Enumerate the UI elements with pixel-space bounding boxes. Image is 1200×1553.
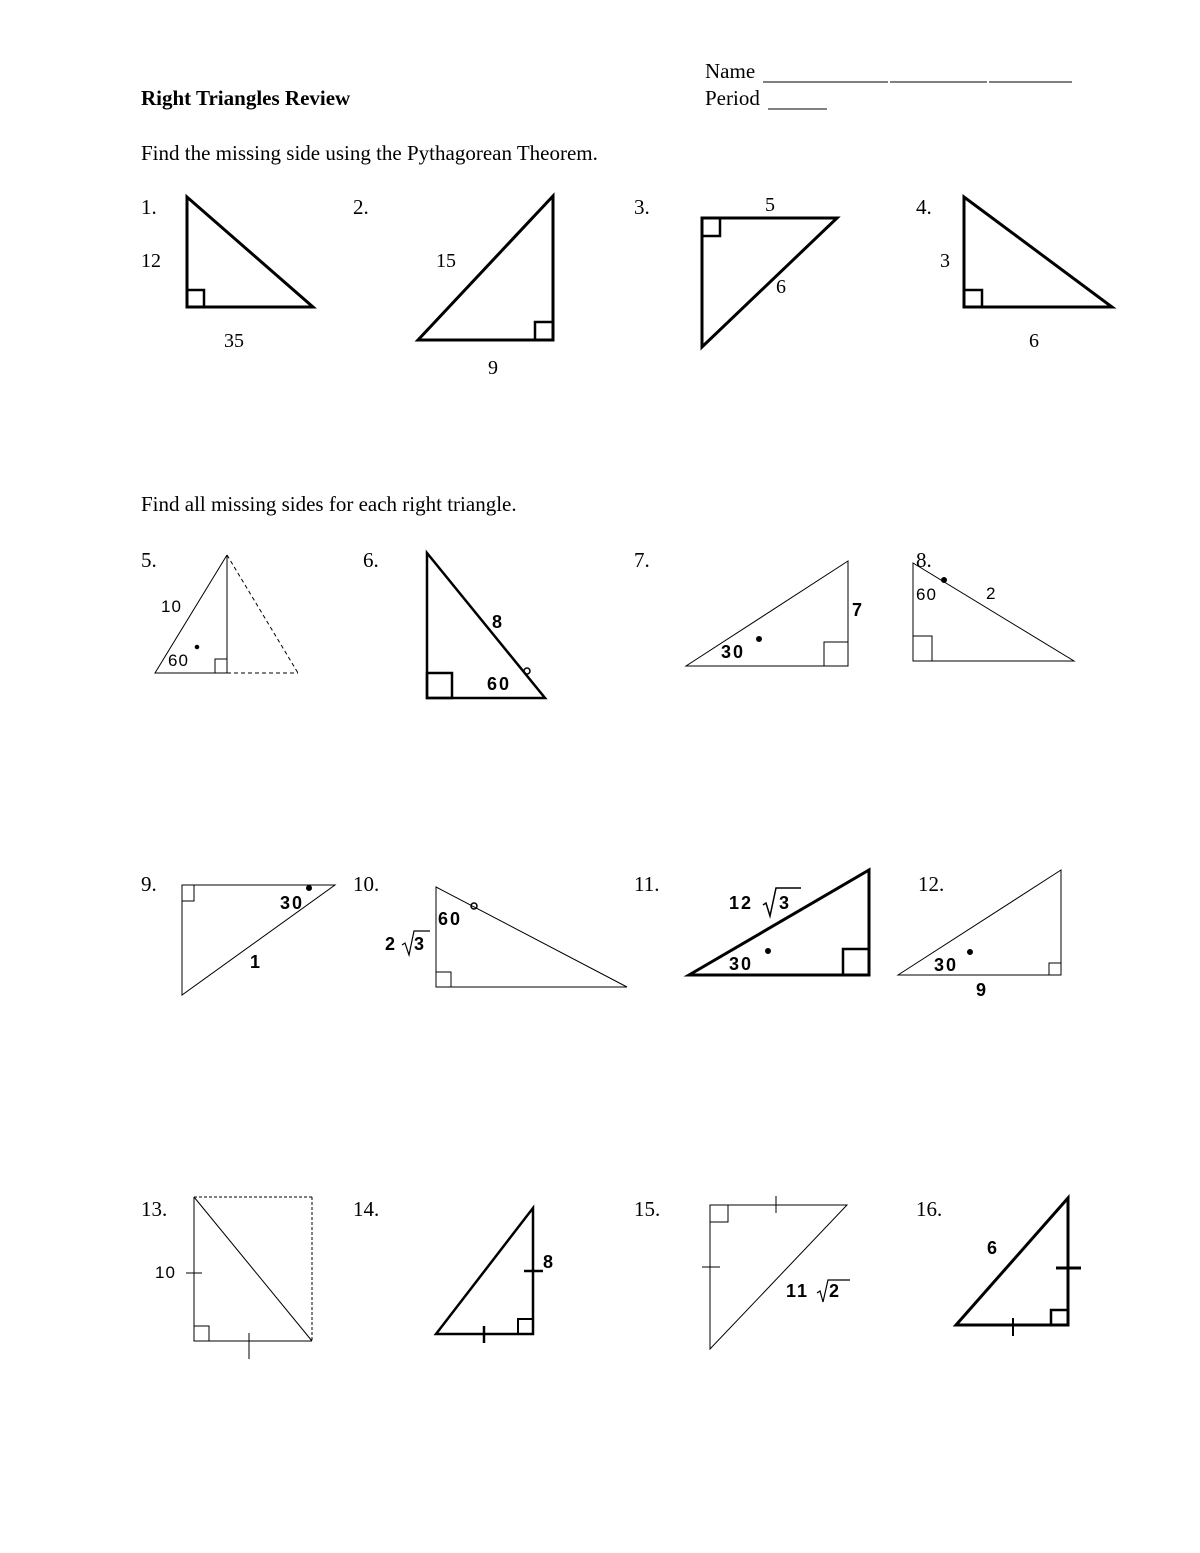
problem-11-label-radicand: 3 (779, 893, 792, 913)
triangle-1 (187, 197, 313, 307)
problem-15-number: 15. (634, 1197, 661, 1221)
problem-4-label-leg: 3 (940, 250, 950, 272)
problem-1-label-leg: 12 (141, 250, 161, 272)
problem-9-number: 9. (141, 872, 157, 896)
problem-1-number: 1. (141, 195, 157, 219)
problem-8-label-angle: 60 (916, 585, 937, 604)
problem-12-label-angle: 30 (934, 955, 959, 975)
problem-15-label-coef: 11 (786, 1281, 810, 1301)
problem-6-label-hyp: 8 (492, 612, 505, 632)
problem-2-label-hyp: 15 (436, 250, 456, 272)
problem-16-label-hyp: 6 (987, 1238, 1000, 1258)
triangle-4 (964, 197, 1112, 307)
problem-5-label-angle: 60 (168, 651, 189, 670)
problem-8-label-hyp: 2 (986, 584, 997, 603)
triangle-14 (436, 1208, 543, 1343)
triangle-16 (956, 1198, 1081, 1336)
problem-2-number: 2. (353, 195, 369, 219)
problem-4-number: 4. (916, 195, 932, 219)
section2-instruction: Find all missing sides for each right triangle. (141, 492, 517, 516)
problem-1-label-base: 35 (224, 330, 244, 352)
problem-16-number: 16. (916, 1197, 943, 1221)
triangle-15 (702, 1196, 850, 1349)
triangle-10 (402, 887, 627, 987)
page-title: Right Triangles Review (141, 86, 351, 110)
problem-7-number: 7. (634, 548, 650, 572)
problem-14-number: 14. (353, 1197, 380, 1221)
problem-10-label-angle: 60 (438, 909, 463, 929)
problem-6-number: 6. (363, 548, 379, 572)
problem-13-label-side: 10 (155, 1263, 176, 1282)
problem-3-label-hyp: 6 (776, 276, 786, 298)
problem-5-number: 5. (141, 548, 157, 572)
problem-9-label-hyp: 1 (250, 952, 263, 972)
problem-11-label-coef: 12 (729, 893, 754, 913)
problem-7-label-side: 7 (852, 600, 865, 620)
problem-14-label-leg: 8 (543, 1252, 556, 1272)
triangle-11 (689, 870, 869, 975)
triangle-12 (898, 870, 1061, 975)
problem-11-label-angle: 30 (729, 954, 754, 974)
section1-instruction: Find the missing side using the Pythagorean Theorem. (141, 141, 598, 165)
triangle-2 (418, 196, 553, 340)
name-label: Name (705, 59, 756, 83)
problem-10-label-coef: 2 (385, 934, 398, 954)
triangle-8 (913, 563, 1074, 661)
triangle-7 (686, 561, 848, 666)
triangle-5 (155, 555, 298, 673)
triangle-3 (702, 218, 837, 347)
problem-8-number: 8. (916, 548, 932, 572)
problem-11-number: 11. (634, 872, 660, 896)
triangle-9 (182, 885, 335, 995)
problem-15-label-radicand: 2 (829, 1281, 842, 1301)
square-13 (186, 1197, 312, 1359)
problem-9-label-angle: 30 (280, 893, 305, 913)
problem-12-label-base: 9 (976, 980, 989, 1000)
triangle-6 (427, 553, 545, 698)
problem-10-number: 10. (353, 872, 380, 896)
problem-2-label-base: 9 (488, 357, 498, 379)
problem-6-label-angle: 60 (487, 674, 512, 694)
problem-4-label-base: 6 (1029, 330, 1039, 352)
problem-13-number: 13. (141, 1197, 168, 1221)
problem-3-label-top: 5 (765, 194, 775, 216)
problem-10-label-radicand: 3 (414, 934, 427, 954)
problem-3-number: 3. (634, 195, 650, 219)
problem-5-label-side: 10 (161, 597, 182, 616)
problem-7-label-angle: 30 (721, 642, 746, 662)
problem-12-number: 12. (918, 872, 945, 896)
period-label: Period (705, 86, 760, 110)
